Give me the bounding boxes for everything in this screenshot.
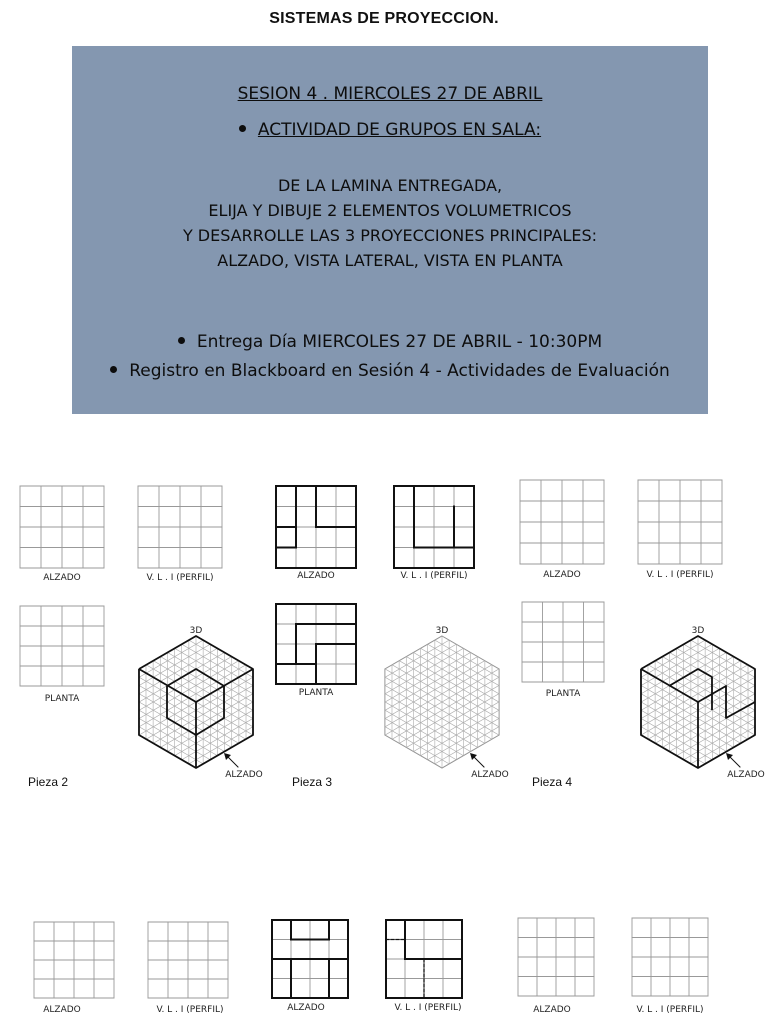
three-d-label: 3D <box>189 626 203 636</box>
alzado-caption: ALZADO <box>297 571 335 581</box>
alzado-grid <box>34 922 114 998</box>
instruction-line: Y DESARROLLE LAS 3 PROYECCIONES PRINCIPALES: <box>182 226 598 245</box>
registration-text: Registro en Blackboard en Sesión 4 - Actividades de Evaluación <box>129 361 670 381</box>
perfil-grid <box>148 922 228 998</box>
instruction-line: DE LA LAMINA ENTREGADA, <box>277 176 503 195</box>
planta-grid <box>522 602 604 682</box>
alzado-arrow <box>224 753 263 780</box>
alzado-arrow-label: ALZADO <box>727 770 765 780</box>
alzado-grid <box>520 480 604 564</box>
perfil-caption: V. L . I (PERFIL) <box>646 570 714 580</box>
alzado-arrow-label: ALZADO <box>225 770 263 780</box>
three-d-label: 3D <box>691 626 705 636</box>
session-heading: SESION 4 . MIERCOLES 27 DE ABRIL <box>237 84 543 104</box>
alzado-caption: ALZADO <box>287 1003 325 1013</box>
alzado-arrow <box>726 753 765 780</box>
alzado-grid-solved <box>272 920 348 998</box>
alzado-caption: ALZADO <box>543 570 581 580</box>
perfil-grid-solved <box>386 920 462 998</box>
planta-caption: PLANTA <box>545 689 581 699</box>
planta-grid <box>20 606 104 686</box>
activity-heading: ACTIVIDAD DE GRUPOS EN SALA: <box>257 120 542 140</box>
instruction-line: ALZADO, VISTA LATERAL, VISTA EN PLANTA <box>217 251 563 270</box>
isometric-grid <box>632 532 764 873</box>
alzado-caption: ALZADO <box>533 1005 571 1015</box>
isometric-grid <box>376 532 508 873</box>
alzado-caption: ALZADO <box>43 573 81 583</box>
document-title: SISTEMAS DE PROYECCION. <box>269 10 499 27</box>
perfil-caption: V. L . I (PERFIL) <box>636 1005 704 1015</box>
perfil-grid <box>138 486 222 568</box>
planta-caption: PLANTA <box>44 694 80 704</box>
perfil-grid-solved <box>394 486 474 568</box>
alzado-grid <box>20 486 104 568</box>
planta-grid-solved <box>276 604 356 684</box>
alzado-grid-solved <box>276 486 356 568</box>
piece-label: Pieza 4 <box>532 775 573 789</box>
alzado-arrow-label: ALZADO <box>471 770 509 780</box>
perfil-grid <box>638 480 722 564</box>
perfil-caption: V. L . I (PERFIL) <box>400 571 468 581</box>
perfil-caption: V. L . I (PERFIL) <box>394 1003 462 1013</box>
piece-label: Pieza 3 <box>292 775 333 789</box>
planta-caption: PLANTA <box>298 688 334 698</box>
perfil-caption: V. L . I (PERFIL) <box>146 573 214 583</box>
perfil-grid <box>632 918 708 996</box>
three-d-label: 3D <box>435 626 449 636</box>
delivery-text: Entrega Día MIERCOLES 27 DE ABRIL - 10:30PM <box>196 332 603 352</box>
alzado-grid <box>518 918 594 996</box>
piece-label: Pieza 2 <box>28 775 69 789</box>
alzado-arrow <box>470 753 509 780</box>
alzado-caption: ALZADO <box>43 1005 81 1015</box>
instruction-line: ELIJA Y DIBUJE 2 ELEMENTOS VOLUMETRICOS <box>208 201 572 220</box>
perfil-caption: V. L . I (PERFIL) <box>156 1005 224 1015</box>
